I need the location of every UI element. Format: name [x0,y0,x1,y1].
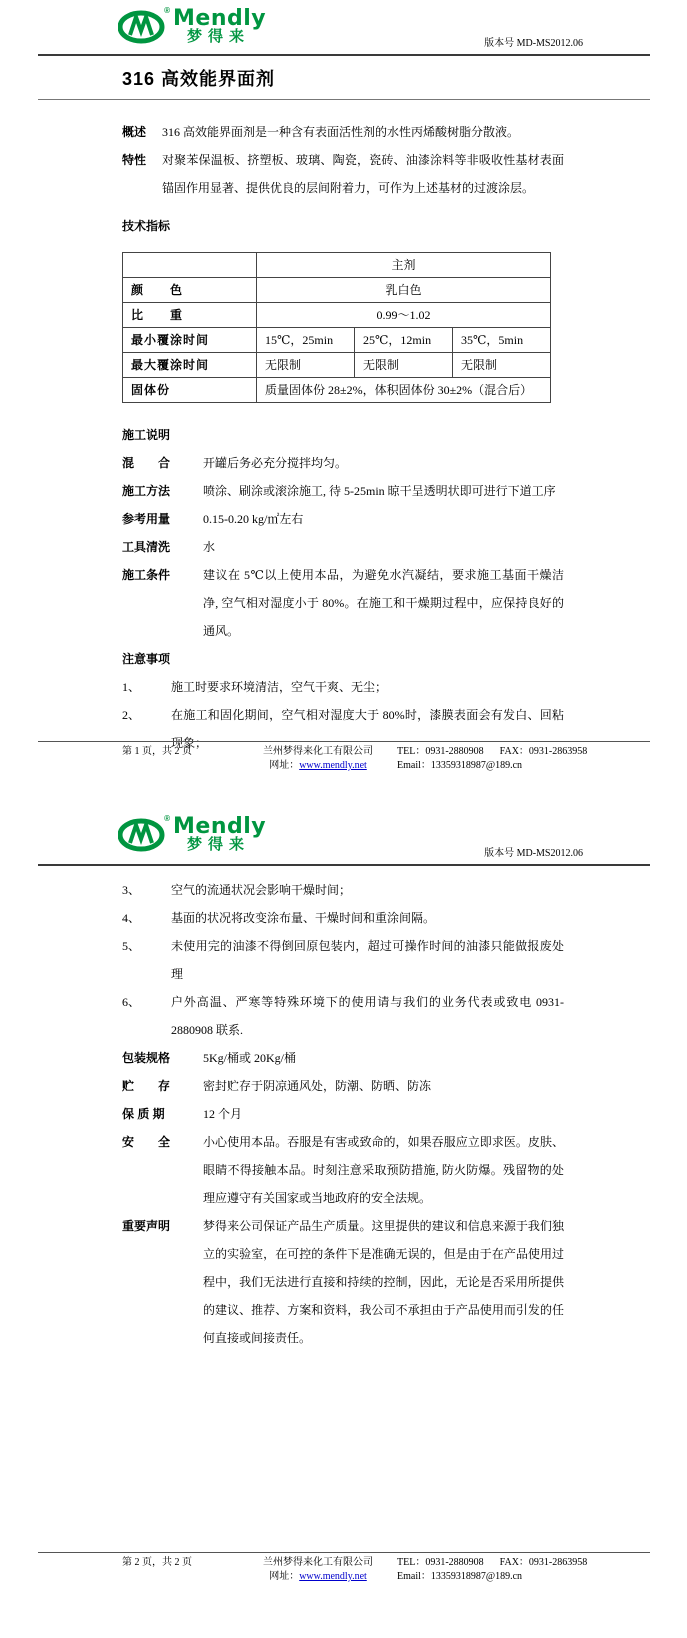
document-page-1 [0,0,687,800]
footer-contact-block [397,745,587,773]
table-cell-label: 颜 色 [123,278,257,303]
brand-name: Mendly [173,6,267,31]
table-cell-label: 比 重 [123,303,257,328]
brand-logo [118,816,266,853]
note-item-6 [122,988,564,1044]
brand-text [173,816,266,853]
table-row-max-recoat [123,353,551,378]
spec-item-storage [122,1072,564,1100]
email-line: Email：13359318987@189.cn [397,1571,523,1582]
item-label: 重要声明 [122,1219,171,1233]
item-text: 建议在 5℃以上使用本品，为避免水汽凝结，要求施工基面干燥洁净, 空气相对湿度小于 80%。在施工和干燥期过程中，应保持良好的通风。 [203,568,564,638]
mendly-logo-icon [118,816,168,852]
company-name: 兰州梦得来化工有限公司 [263,1557,373,1568]
page2-footer [0,1552,687,1584]
spec-item-safety [122,1128,564,1212]
table-row-solids [123,378,551,403]
page-number: 第 1 页，共 2 页 [122,746,192,757]
table-cell-value: 25℃，12min [355,328,453,353]
item-text: 5Kg/桶或 20Kg/桶 [203,1051,297,1065]
table-cell-label: 固体份 [123,378,257,403]
construction-heading: 施工说明 [122,428,171,442]
table-cell-label: 最大覆涂时间 [123,353,257,378]
note-item-4 [122,904,564,932]
spec-item-packaging [122,1044,564,1072]
footer-company-block [253,745,383,773]
spec-item-disclaimer [122,1212,564,1352]
note-number: 1、 [122,680,141,694]
table-cell-label: 最小覆涂时间 [123,328,257,353]
brand-text [173,8,266,45]
note-number: 2、 [122,708,141,722]
overview-row [122,118,564,146]
notes-heading: 注意事项 [122,652,171,666]
email-line: Email：13359318987@189.cn [397,760,523,771]
table-cell-value: 15℃，25min [257,328,355,353]
item-label: 保 质 期 [122,1107,165,1121]
table-cell-value: 0.99～1.02 [257,303,551,328]
note-number: 3、 [122,883,141,897]
spec-item-cleaning [122,533,564,561]
page-header [0,800,687,864]
brand-logo [118,8,266,45]
item-label: 施工条件 [122,568,171,582]
note-number: 4、 [122,911,141,925]
item-label: 施工方法 [122,484,171,498]
spec-item-shelf-life [122,1100,564,1128]
item-text: 0.15-0.20 kg/㎡左右 [203,512,304,526]
note-text: 施工时要求环境清洁，空气干爽、无尘； [171,680,388,694]
spec-item-conditions [122,561,564,645]
note-text: 基面的状况将改变涂布量、干燥时间和重涂间隔。 [171,911,436,925]
item-text: 喷涂、刷涂或滚涂施工, 待 5-25min 晾干呈透明状即可进行下道工序 [203,484,556,498]
website-line [253,759,383,773]
item-label: 工具清洗 [122,540,171,554]
footer-rule [38,741,650,742]
fax-label: FAX：0931-2863958 [499,1557,588,1568]
website-link[interactable]: www.mendly.net [299,760,367,771]
tel-fax-line [397,745,587,759]
tech-spec-table [122,252,551,403]
overview-text: 316 高效能界面剂是一种含有表面活性剂的水性丙烯酸树脂分散液。 [162,125,520,139]
note-number: 6、 [122,995,141,1009]
features-row [122,146,564,202]
table-cell-empty [123,253,257,278]
table-cell-value: 35℃，5min [453,328,551,353]
tel-fax-line [397,1556,587,1570]
spec-item-mixing [122,449,564,477]
table-cell-value: 无限制 [257,353,355,378]
note-text: 未使用完的油漆不得倒回原包装内，超过可操作时间的油漆只能做报废处理 [171,939,564,981]
brand-name-cn: 梦得来 [187,836,251,853]
table-cell-value: 无限制 [355,353,453,378]
item-label: 贮 存 [122,1079,171,1093]
tel-label: TEL：0931-2880908 [397,746,484,757]
website-link[interactable]: www.mendly.net [299,1571,367,1582]
version-label: 版本号 MD-MS2012.06 [484,38,583,49]
fax-label: FAX：0931-2863958 [499,746,588,757]
table-col-header: 主剂 [257,253,551,278]
website-label: 网址： [269,1571,300,1582]
table-row-min-recoat [123,328,551,353]
table-row-color [123,278,551,303]
table-cell-value: 质量固体份 28±2%，体积固体份 30±2%（混合后） [257,378,551,403]
header-rule [38,54,650,56]
footer-rule [38,1552,650,1553]
features-text: 对聚苯保温板、挤塑板、玻璃、陶瓷，瓷砖、油漆涂料等非吸收性基材表面锚固作用显著、提供优良的层间附着力，可作为上述基材的过渡涂层。 [162,153,564,195]
tel-label: TEL：0931-2880908 [397,1557,484,1568]
version-label: 版本号 MD-MS2012.06 [484,848,583,859]
mendly-logo-icon [118,8,168,44]
document-page-2 [0,800,687,1638]
table-row-header [123,253,551,278]
item-text: 开罐后务必充分搅拌均匀。 [203,456,348,470]
tech-spec-heading: 技术指标 [122,219,171,233]
page2-content [122,876,564,1352]
page1-content [122,118,564,757]
registered-trademark-icon: ® [164,6,170,15]
item-label: 参考用量 [122,512,171,526]
table-row-gravity [123,303,551,328]
brand-name: Mendly [173,814,267,839]
note-text: 空气的流通状况会影响干燥时间； [171,883,352,897]
item-label: 包装规格 [122,1051,171,1065]
item-text: 12 个月 [203,1107,243,1121]
table-cell-value: 乳白色 [257,278,551,303]
note-text: 在施工和固化期间，空气相对湿度大于 80%时，漆膜表面会有发白、回粘现象； [171,708,564,750]
footer-contact-block [397,1556,587,1584]
footer-company-block [253,1556,383,1584]
overview-label: 概述 [122,125,147,139]
website-label: 网址： [269,760,300,771]
note-item-5 [122,932,564,988]
page-number: 第 2 页，共 2 页 [122,1557,192,1568]
note-item-1 [122,673,564,701]
table-cell-value: 无限制 [453,353,551,378]
note-number: 5、 [122,939,141,953]
page1-footer [0,741,687,773]
website-line [253,1570,383,1584]
company-name: 兰州梦得来化工有限公司 [263,746,373,757]
item-text: 小心使用本品。吞服是有害或致命的，如果吞服应立即求医。皮肤、眼睛不得接触本品。时刻注意采取预防措施, 防火防爆。残留物的处理应遵守有关国家或当地政府的安全法规。 [203,1135,564,1205]
page-header [0,0,687,54]
note-item-3 [122,876,564,904]
spec-item-dosage [122,505,564,533]
header-rule [38,864,650,866]
item-text: 密封贮存于阴凉通风处，防潮、防晒、防冻 [203,1079,432,1093]
brand-name-cn: 梦得来 [187,28,251,45]
page-title: 316 高效能界面剂 [122,69,276,89]
registered-trademark-icon: ® [164,814,170,823]
item-text: 梦得来公司保证产品生产质量。这里提供的建议和信息来源于我们独立的实验室，在可控的条件下是准确无误的，但是由于在产品使用过程中，我们无法进行直接和持续的控制，因此，无论是否采用所提供的建议、推荐、方案和资料，我公司不承担由于产品使用而引发的任何直接或间接责任。 [203,1219,564,1345]
item-text: 水 [203,540,216,554]
title-rule [38,99,650,100]
note-text: 户外高温、严寒等特殊环境下的使用请与我们的业务代表或致电 0931-2880908 联系. [171,995,564,1037]
item-label: 安 全 [122,1135,171,1149]
spec-item-method [122,477,564,505]
item-label: 混 合 [122,456,171,470]
features-label: 特性 [122,153,147,167]
